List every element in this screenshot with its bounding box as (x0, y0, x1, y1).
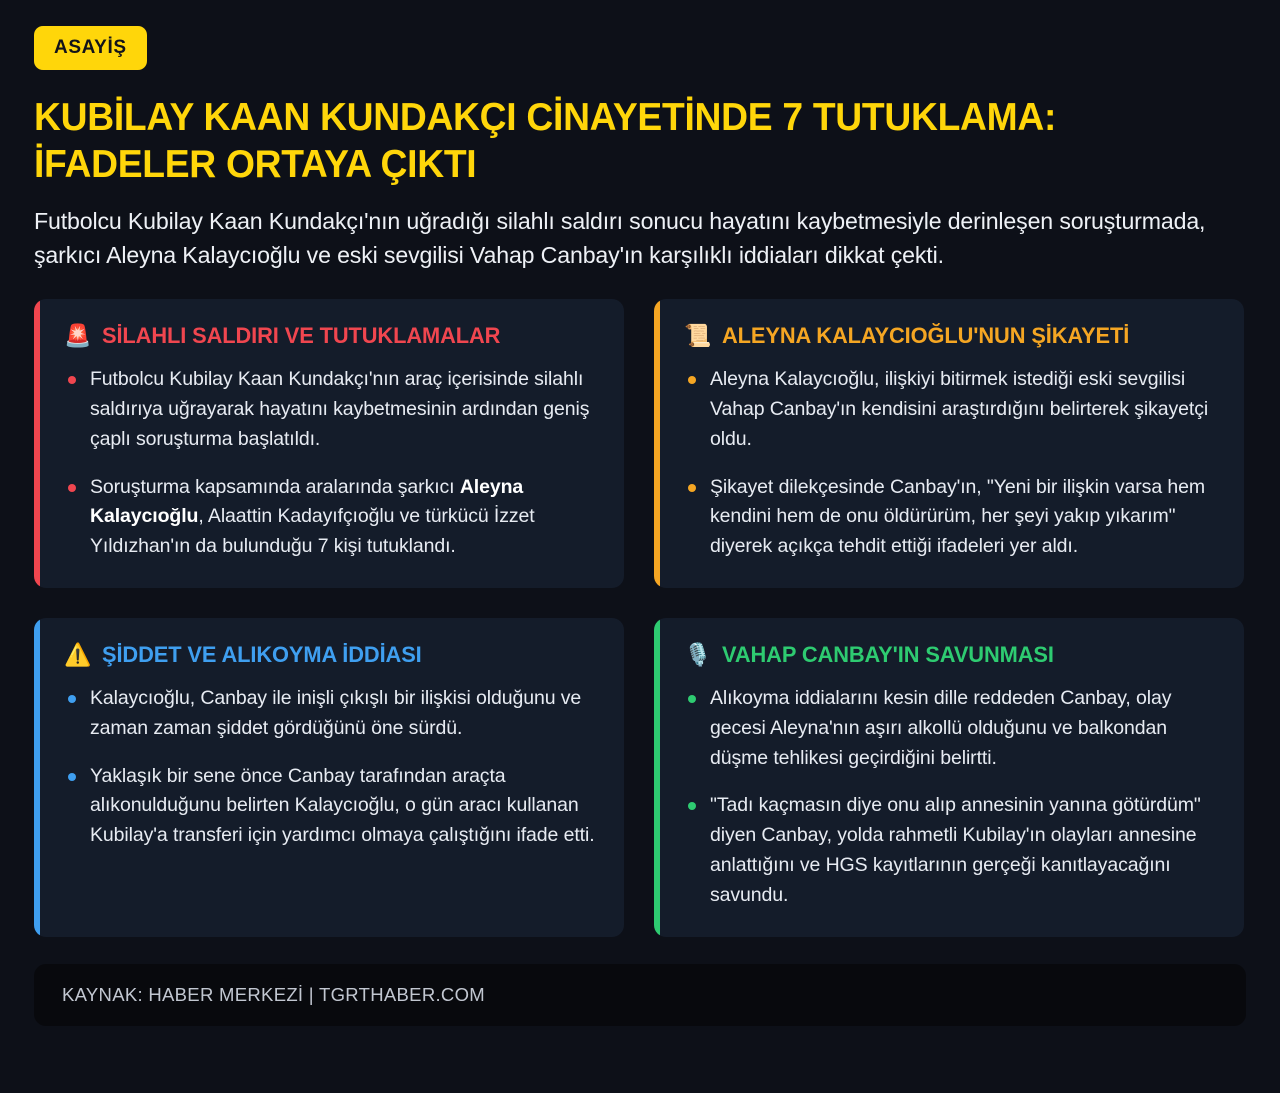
warning-triangle-icon: ⚠️ (64, 642, 92, 667)
list-item (64, 762, 598, 851)
list-item (64, 473, 598, 562)
page-subtitle: Futbolcu Kubilay Kaan Kundakçı'nın uğradığı silahlı saldırı sonucu hayatını kaybetmesiyle derinleşen soruşturmada, şarkıcı Aleyna Kalaycıoğlu ve eski sevgilisi Vahap Canbay'ın karşılıklı iddiaları dikkat çekti. (34, 208, 1206, 269)
card-title: ALEYNA KALAYCIOĞLU'NUN ŞİKAYETİ (722, 323, 1130, 349)
bullet-text: Soruşturma kapsamında aralarında şarkıcı (90, 475, 460, 498)
bullet-emphasis: Aleyna Kalaycıoğlu (90, 475, 524, 528)
bullet-text: Aleyna Kalaycıoğlu, ilişkiyi bitirmek istediği eski sevgilisi Vahap Canbay'ın kendisini araştırdığını belirterek şikayetçi oldu. (710, 368, 1209, 450)
list-item (684, 473, 1218, 562)
bullet-text: Futbolcu Kubilay Kaan Kundakçı'nın araç içerisinde silahlı saldırıya uğrayarak hayatını kaybetmesinin ardından geniş çaplı soruşturma başlatıldı. (90, 368, 590, 450)
card-title: VAHAP CANBAY'IN SAVUNMASI (722, 642, 1055, 667)
info-card (654, 299, 1244, 588)
source-footer (34, 964, 1246, 1026)
info-card (34, 618, 624, 937)
list-item (64, 684, 598, 744)
card-header (684, 642, 1218, 668)
card-bullet-list (64, 684, 598, 851)
list-item (684, 684, 1218, 773)
info-card (34, 299, 624, 588)
card-header (64, 323, 598, 349)
card-bullet-list (64, 365, 598, 562)
bullet-text-tail: , Alaattin Kadayıfçıoğlu ve türkücü İzzet Yıldızhan'ın da bulunduğu 7 kişi tutuklandı. (90, 505, 535, 558)
source-label: KAYNAK: HABER MERKEZİ | TGRTHABER.COM (62, 983, 485, 1005)
card-grid (34, 299, 1246, 937)
police-light-icon: 🚨 (64, 323, 92, 349)
card-header (684, 323, 1218, 349)
list-item (684, 791, 1218, 910)
list-item (64, 365, 598, 454)
card-header (64, 642, 598, 668)
card-title: SİLAHLI SALDIRI VE TUTUKLAMALAR (102, 323, 501, 349)
card-bullet-list (684, 365, 1218, 562)
card-title: ŞİDDET VE ALIKOYMA İDDİASI (102, 642, 423, 667)
bullet-text: Şikayet dilekçesinde Canbay'ın, "Yeni bir ilişkin varsa hem kendini hem de onu öldürürüm, her şeyi yakıp yıkarım" diyerek açıkça tehdit ettiği ifadeleri yer aldı. (710, 475, 1206, 558)
category-badge: ASAYİŞ (34, 26, 147, 70)
bullet-text: "Tadı kaçmasın diye onu alıp annesinin yanına götürdüm" diyen Canbay, yolda rahmetli Kubilay'ın olayları annesine anlattığını ve HGS kayıtlarının gerçeği kanıtlayacağını savundu. (710, 794, 1201, 906)
page-title: KUBİLAY KAAN KUNDAKÇI CİNAYETİNDE 7 TUTUKLAMA: İFADELER ORTAYA ÇIKTI (34, 96, 1057, 187)
bullet-text: Yaklaşık bir sene önce Canbay tarafından araçta alıkonulduğunu belirten Kalaycıoğlu, o gün aracı kullanan Kubilay'a transferi için yardımcı olmaya çalıştığını ifade etti. (90, 764, 595, 847)
info-card (654, 618, 1244, 937)
studio-microphone-icon: 🎙️ (684, 642, 712, 667)
bullet-text: Kalaycıoğlu, Canbay ile inişli çıkışlı bir ilişkisi olduğunu ve zaman zaman şiddet gördüğünü öne sürdü. (90, 687, 582, 739)
bullet-text: Alıkoyma iddialarını kesin dille reddeden Canbay, olay gecesi Aleyna'nın aşırı alkollü olduğunu ve balkondan düşme tehlikesi geçirdiğini belirtti. (710, 687, 1172, 769)
scroll-document-icon: 📜 (684, 323, 712, 349)
card-bullet-list (684, 684, 1218, 911)
list-item (684, 365, 1218, 454)
